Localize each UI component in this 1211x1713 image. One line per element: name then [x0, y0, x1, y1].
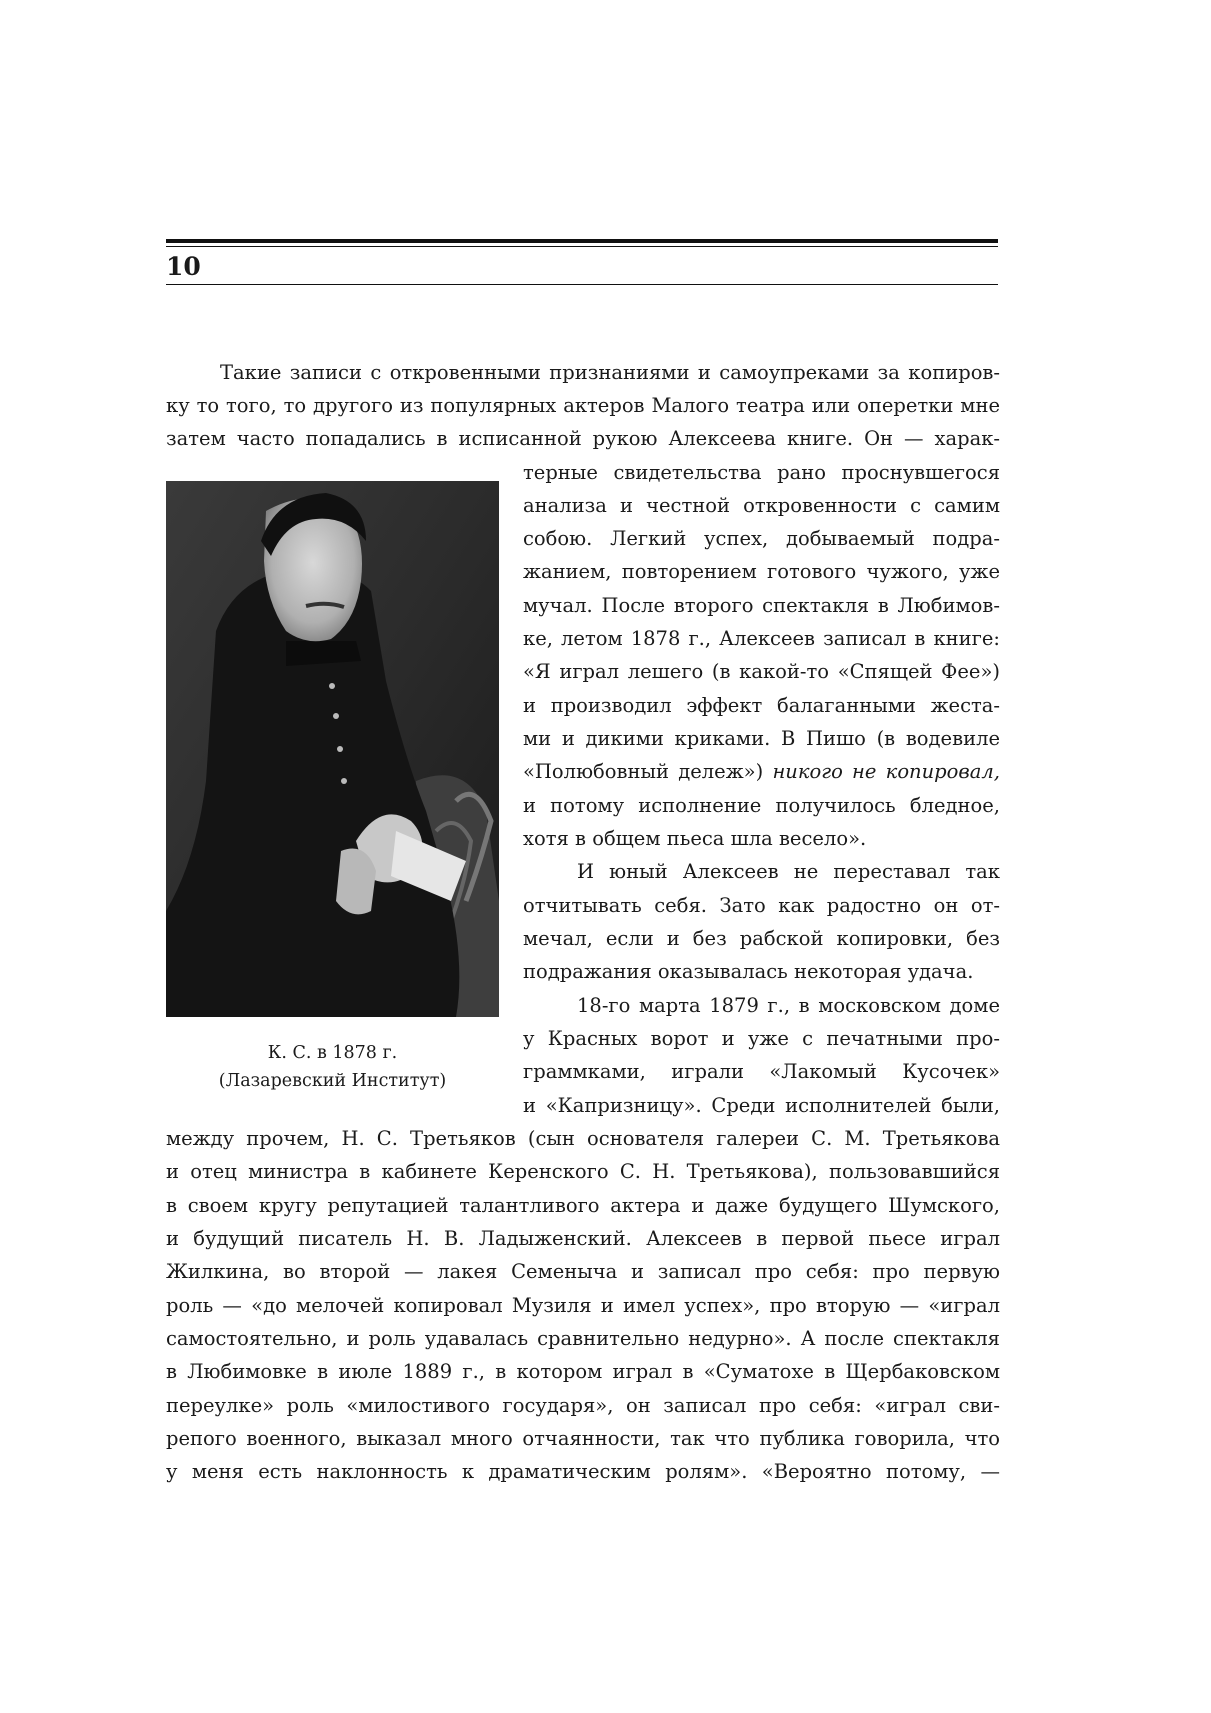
text-line: самостоятельно, и роль удавалась сравнительно недурно». А после спектакля: [166, 1327, 1000, 1350]
text-line: Жилкина, во второй — лакея Семеныча и записал про себя: про первую: [166, 1260, 1000, 1283]
text-line: «Я играл лешего (в какой-то «Спящей Фее»): [523, 660, 1000, 683]
text-line: подражания оказывалась некоторая удача.: [523, 960, 974, 983]
text-line: репого военного, выказал много отчаянности, так что публика говорила, что: [166, 1427, 1000, 1450]
text-line: затем часто попадались в исписанной рукою Алексеева книге. Он — харак-: [166, 427, 1000, 450]
text-line: ми и дикими криками. В Пишо (в водевиле: [523, 727, 1000, 750]
text-line: ку то того, то другого из популярных актеров Малого театра или оперетки мне: [166, 394, 1000, 417]
text-line: у меня есть наклонность к драматическим ролям». «Вероятно потому, —: [166, 1460, 1000, 1483]
text-line: в Любимовке в июле 1889 г., в котором играл в «Суматохе в Щербаковском: [166, 1360, 1000, 1383]
photo-caption-line2: (Лазаревский Институт): [218, 1071, 447, 1091]
text-line: и будущий писатель Н. В. Ладыженский. Алексеев в первой пьесе играл: [166, 1227, 1000, 1250]
header-rule-thick: [166, 239, 998, 243]
text-line: Такие записи с откровенными признаниями и самоупреками за копиров-: [220, 361, 1000, 384]
text-line: у Красных ворот и уже с печатными про-: [523, 1027, 1000, 1050]
text-line: и отец министра в кабинете Керенского С. Н. Третьякова), пользовавшийся: [166, 1160, 1000, 1183]
header-rule-thin: [166, 246, 998, 247]
text-line: и производил эффект балаганными жеста-: [523, 694, 1000, 717]
text-line: терные свидетельства рано проснувшегося: [523, 461, 1000, 484]
text-line: хотя в общем пьеса шла весело».: [523, 827, 867, 850]
text-line: мучал. После второго спектакля в Любимов-: [523, 594, 1000, 617]
text-line: мечал, если и без рабской копировки, без: [523, 927, 1000, 950]
text-line: и «Капризницу». Среди исполнителей были,: [523, 1094, 1000, 1117]
text-line: анализа и честной откровенности с самим: [523, 494, 1000, 517]
text-line: [523, 755, 1000, 788]
text-line: граммками, играли «Лакомый Кусочек»: [523, 1060, 1000, 1083]
text-span: «Полюбовный дележ»): [523, 760, 773, 783]
text-line: роль — «до мелочей копировал Музиля и имел успех», про вторую — «играл: [166, 1294, 1000, 1317]
photo-caption-line1: К. С. в 1878 г.: [267, 1043, 398, 1063]
portrait-photo: [166, 481, 499, 1017]
text-line: в своем кругу репутацией талантливого актера и даже будущего Шумского,: [166, 1194, 1000, 1217]
text-line: переулке» роль «милостивого государя», он записал про себя: «играл сви-: [166, 1394, 1000, 1417]
text-line: жанием, повторением готового чужого, уже: [523, 560, 1000, 583]
text-line: отчитывать себя. Зато как радостно он от-: [523, 894, 1000, 917]
text-line: между прочем, Н. С. Третьяков (сын основателя галереи С. М. Третьякова: [166, 1127, 1000, 1150]
text-line: ке, летом 1878 г., Алексеев записал в книге:: [523, 627, 1000, 650]
header-rule-bottom: [166, 284, 998, 285]
text-line: 18-го марта 1879 г., в московском доме: [577, 994, 1000, 1017]
text-line: И юный Алексеев не переставал так: [577, 860, 1000, 883]
portrait-photo-icon: [166, 481, 499, 1017]
page-number: 10: [166, 252, 201, 281]
text-line: и потому исполнение получилось бледное,: [523, 794, 1000, 817]
italic-emphasis: никого не копировал,: [772, 760, 1000, 783]
text-line: собою. Легкий успех, добываемый подра-: [523, 527, 1000, 550]
